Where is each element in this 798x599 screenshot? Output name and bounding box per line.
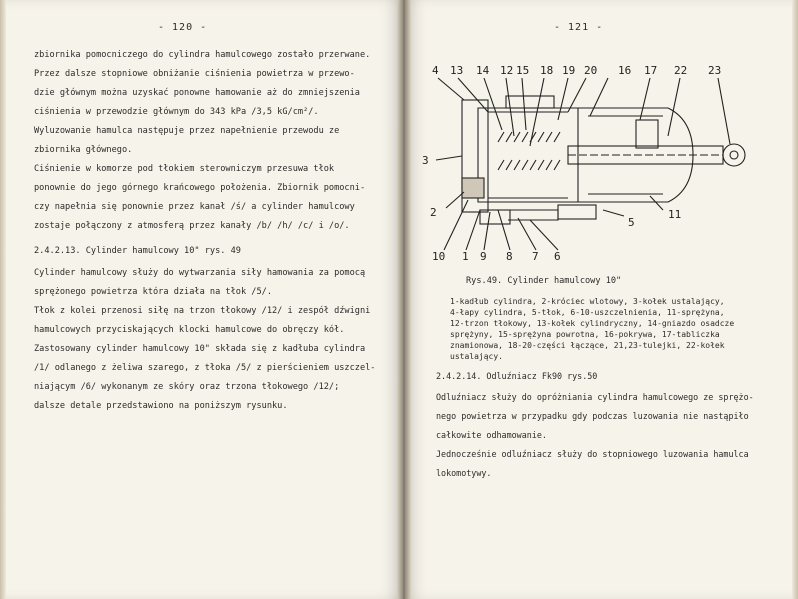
text-line: Wyluzowanie hamulca następuje przez napełnienie przewodu ze (34, 126, 340, 136)
figure-label: 9 (480, 250, 487, 263)
brake-cylinder-drawing (418, 60, 778, 265)
figure-label: 1 (462, 250, 469, 263)
section-heading: 2.4.2.13. Cylinder hamulcowy 10" rys. 49 (34, 246, 241, 256)
text-line: dalsze detale przedstawiono na poniższym rysunku. (34, 401, 288, 411)
figure-label: 18 (540, 64, 554, 77)
text-line: /1/ odlanego z żeliwa szarego, z tłoka /5/ z pierścieniem uszczel- (34, 363, 376, 373)
figure-label: 19 (562, 64, 576, 77)
figure-label: 8 (506, 250, 513, 263)
figure-label: 13 (450, 64, 464, 77)
figure-label: 14 (476, 64, 490, 77)
text-line: zbiornika pomocniczego do cylindra hamulcowego zostało przerwane. (34, 50, 371, 60)
figure-label: 16 (618, 64, 632, 77)
text-line: czy napełnia się ponownie przez kanał /ś/ a cylinder hamulcowy (34, 202, 355, 212)
text-line: ponownie do jego górnego krańcowego położenia. Zbiornik pomocni- (34, 183, 366, 193)
text-line: Tłok z kolei przenosi siłę na trzon tłokowy /12/ i zespół dźwigni (34, 306, 371, 316)
figure-label: 6 (554, 250, 561, 263)
text-line: dzie głównym można uzyskać ponowne hamowanie aż do zmniejszenia (34, 88, 360, 98)
legend-line: sprężyny, 15-sprężyna powrotna, 16-pokrywa, 17-tabliczka (450, 330, 720, 339)
figure-label: 23 (708, 64, 722, 77)
figure-caption: Rys.49. Cylinder hamulcowy 10" (466, 276, 622, 286)
legend-line: ustalający. (450, 352, 503, 361)
text-line: zostaje połączony z atmosferą przez kanały /b/ /h/ /c/ i /o/. (34, 221, 350, 231)
figure-label: 5 (628, 216, 635, 229)
text-line: lokomotywy. (436, 468, 492, 478)
text-line: Jednocześnie odluźniacz służy do stopniowego luzowania hamulca (436, 449, 749, 459)
page-edge (792, 0, 798, 599)
legend-line: znamionowa, 18-20-części łączące, 21,23-tulejki, 22-kołek (450, 341, 725, 350)
text-line: Ciśnienie w komorze pod tłokiem sterowniczym przesuwa tłok (34, 164, 335, 174)
text-line: Cylinder hamulcowy służy do wytwarzania siły hamowania za pomocą (34, 268, 366, 278)
figure-label: 2 (430, 206, 437, 219)
text-line: ciśnienia w przewodzie głównym do 343 kPa /3,5 kG/cm²/. (34, 107, 319, 117)
figure-label: 11 (668, 208, 682, 221)
right-page (404, 0, 798, 599)
figure-label: 10 (432, 250, 446, 263)
figure-label: 20 (584, 64, 598, 77)
legend-line: 12-trzon tłokowy, 13-kołek cylindryczny, 14-gniazdo osadcze (450, 319, 735, 328)
figure-label: 17 (644, 64, 658, 77)
text-line: Zastosowany cylinder hamulcowy 10" składa się z kadłuba cylindra (34, 344, 366, 354)
figure-label: 12 (500, 64, 514, 77)
text-line: niającym /6/ wykonanym ze skóry oraz trzona tłokowego /12/; (34, 382, 340, 392)
legend-line: 1-kadłub cylindra, 2-króciec wlotowy, 3-kołek ustalający, (450, 297, 725, 306)
text-line: sprężonego powietrza która działa na tłok /5/. (34, 287, 272, 297)
figure-label: 22 (674, 64, 688, 77)
legend-line: 4-łapy cylindra, 5-tłok, 6-10-uszczelnienia, 11-sprężyna, (450, 308, 725, 317)
book-gutter (397, 0, 411, 599)
section-heading: 2.4.2.14. Odluźniacz Fk90 rys.50 (436, 371, 598, 381)
figure-label: 7 (532, 250, 539, 263)
text-line: Odluźniacz służy do opróżniania cylindra hamulcowego ze sprężo- (436, 392, 754, 402)
page-edge (0, 0, 6, 599)
text-line: Przez dalsze stopniowe obniżanie ciśnienia powietrza w przewo- (34, 69, 355, 79)
text-line: zbiornika głównego. (34, 145, 133, 155)
figure-label: 3 (422, 154, 429, 167)
figure-label: 4 (432, 64, 439, 77)
page-number: - 120 - (158, 22, 208, 33)
page-number: - 121 - (554, 22, 604, 33)
text-line: całkowite odhamowanie. (436, 430, 547, 440)
text-line: nego powietrza w przypadku gdy podczas luzowania nie nastąpiło (436, 411, 749, 421)
text-line: hamulcowych przyciskających klocki hamulcowe do obręczy kół. (34, 325, 345, 335)
figure-label: 15 (516, 64, 530, 77)
